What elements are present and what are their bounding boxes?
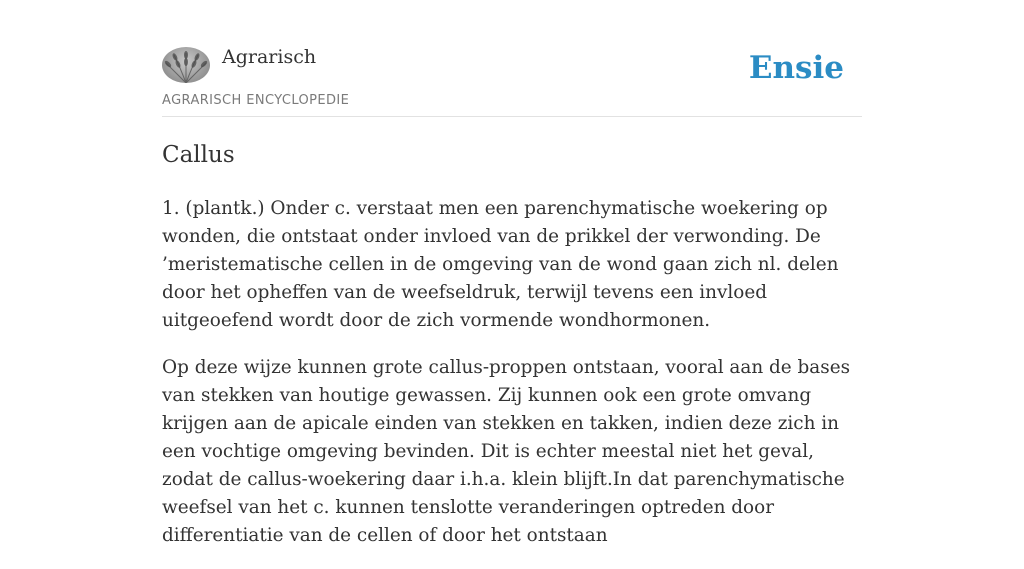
article-body bbox=[162, 195, 862, 550]
wheat-logo-icon[interactable] bbox=[162, 47, 210, 83]
site-name-link[interactable]: Agrarisch bbox=[222, 46, 317, 68]
article-paragraph: Op deze wijze kunnen grote callus-proppen ontstaan, vooral aan de bases van stekken van houtige gewassen. Zij kunnen ook een grote omvang krijgen aan de apicale einden van stekken en takken, indien deze zich in een vochtige omgeving bevinden. Dit is echter meestal niet het geval, zodat de callus-woekering daar i.h.a. klein blijft.In dat parenchymatische weefsel van het c. kunnen tenslotte veranderingen optreden door differentiatie van de cellen of door het ontstaan bbox=[162, 357, 851, 546]
article-paragraph: 1. (plantk.) Onder c. verstaat men een parenchymatische woekering op wonden, die ontstaat onder invloed van de prikkel der verwonding. De ’meristematische cellen in de omgeving van de wond gaan zich nl. delen door het opheffen van de weefseldruk, terwijl tevens een invloed uitgeoefend wordt door de zich vormende wondhormonen. bbox=[162, 198, 839, 331]
article bbox=[162, 140, 862, 569]
site-subtitle: AGRARISCH ENCYCLOPEDIE bbox=[162, 93, 350, 108]
brand-logo-link[interactable]: Ensie bbox=[748, 50, 844, 86]
article-title: Callus bbox=[162, 142, 235, 168]
site-header bbox=[162, 0, 862, 117]
